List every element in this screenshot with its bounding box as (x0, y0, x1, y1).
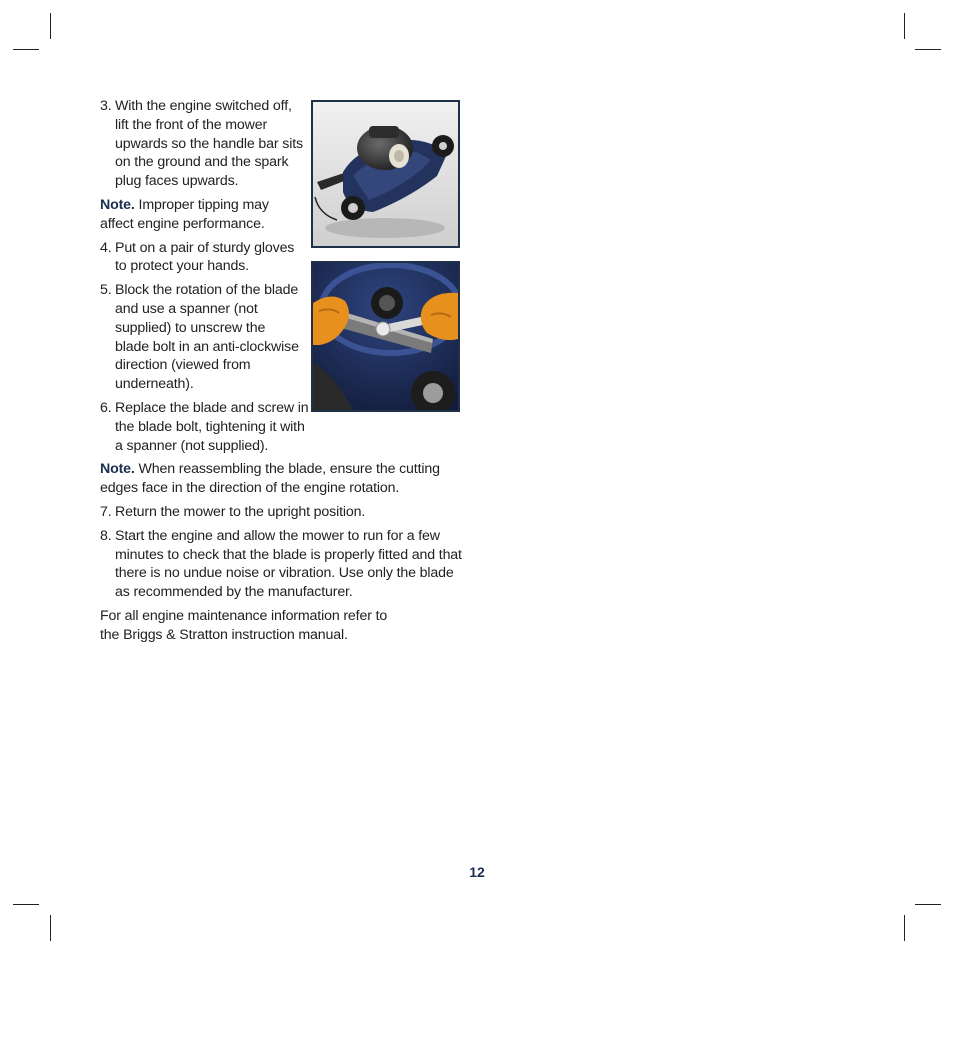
step-number: 7. (100, 503, 112, 520)
crop-mark-bottom-left-vertical (50, 915, 51, 941)
note-text: Improper tipping may affect engine performance. (100, 196, 269, 232)
note-label: Note. (100, 196, 135, 213)
step-8 (100, 527, 462, 602)
closing-paragraph: For all engine maintenance information refer to the Briggs & Stratton instruction manual. (100, 607, 388, 643)
step-number: 8. (100, 527, 112, 544)
crop-mark-top-left-horizontal (13, 49, 39, 50)
step-text: Replace the blade and screw in the blade bolt, tightening it with a spanner (not supplied). (115, 399, 309, 454)
step-7 (100, 503, 465, 522)
tipped-mower-photo (311, 100, 460, 248)
crop-mark-top-left-vertical (50, 13, 51, 39)
step-text: Return the mower to the upright position. (115, 503, 366, 520)
crop-mark-bottom-right-horizontal (915, 904, 941, 905)
crop-mark-bottom-left-horizontal (13, 904, 39, 905)
note-reassembling (100, 460, 440, 498)
step-text: Start the engine and allow the mower to run for a few minutes to check that the blade is properly fitted and that there is no undue noise or vibration. Use only the blade as recommended by the manufacturer. (115, 527, 462, 601)
crop-mark-top-right-vertical (904, 13, 905, 39)
note-text: When reassembling the blade, ensure the cutting edges face in the direction of the engine rotation. (100, 461, 440, 497)
crop-mark-top-right-horizontal (915, 49, 941, 50)
step-text: Block the rotation of the blade and use a spanner (not supplied) to unscrew the blade bolt in an anti-clockwise direction (viewed from underneath). (115, 282, 299, 393)
step-number: 6. (100, 399, 112, 416)
step-6 (100, 399, 310, 455)
step-number: 3. (100, 98, 112, 114)
step-3 (100, 97, 305, 191)
page-number: 12 (469, 864, 485, 880)
note-tipping (100, 196, 305, 234)
step-text: Put on a pair of sturdy gloves to protect your hands. (115, 239, 295, 275)
blade-removal-photo (311, 261, 460, 412)
step-number: 5. (100, 282, 112, 299)
crop-mark-bottom-right-vertical (904, 915, 905, 941)
note-label: Note. (100, 461, 135, 478)
step-number: 4. (100, 239, 112, 256)
step-text: With the engine switched off, lift the front of the mower upwards so the handle bar sits on the ground and the spark plug faces upwards. (115, 98, 303, 190)
step-5 (100, 281, 300, 394)
step-4 (100, 239, 305, 277)
